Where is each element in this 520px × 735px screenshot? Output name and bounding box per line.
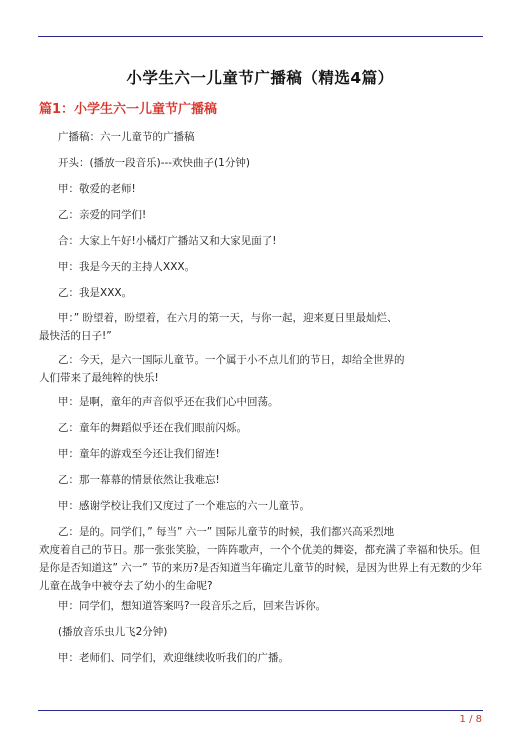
paragraph-line: 是你是否知道这” 六一” 节的来历?是否知道当年确定儿童节的时候，是因为世界上有无数的少年 (39, 562, 483, 574)
footer-rule (38, 710, 483, 711)
paragraph-line: 甲：同学们，想知道答案吗?一段音乐之后，回来告诉你。 (58, 600, 327, 612)
paragraph (39, 419, 484, 437)
paragraph-line: 乙：那一幕幕的情景依然让我难忘! (58, 474, 220, 486)
paragraph-line: 欢度着自己的节日。那一张张笑脸，一阵阵歌声，一个个优美的舞姿，都充满了幸福和快乐。但 (39, 544, 480, 556)
paragraph (39, 497, 484, 515)
paragraph (39, 154, 484, 172)
header-rule (38, 36, 483, 37)
paragraph (39, 284, 484, 302)
paragraph-line: 最快活的日子!” (39, 330, 112, 342)
paragraph-line: 甲：” 盼望着，盼望着，在六月的第一天，与你一起，迎来夏日里最灿烂、 (58, 312, 398, 324)
paragraph-line: (播放音乐虫儿飞2分钟) (58, 626, 168, 638)
paragraph (39, 180, 484, 198)
paragraph-line: 人们带来了最纯粹的快乐! (39, 372, 159, 384)
paragraph-line: 甲：童年的游戏至今还让我们留连! (58, 448, 220, 460)
paragraph-line: 广播稿：六一儿童节的广播稿 (58, 131, 195, 143)
document-title: 小学生六一儿童节广播稿（精选4篇） (126, 69, 394, 87)
paragraph (39, 649, 484, 667)
paragraph-line: 乙：我是XXX。 (58, 287, 133, 299)
paragraph-line: 甲：感谢学校让我们又度过了一个难忘的六一儿童节。 (58, 500, 310, 512)
paragraph-line: 甲：敬爱的老师! (58, 183, 136, 195)
paragraph-line: 甲：老师们、同学们，欢迎继续收听我们的广播。 (58, 652, 289, 664)
paragraph-line: 合：大家上午好!小橘灯广播站又和大家见面了! (58, 235, 277, 247)
paragraph (39, 232, 484, 250)
paragraph (39, 309, 484, 345)
paragraph (39, 206, 484, 224)
paragraph-line: 甲：是啊，童年的声音似乎还在我们心中回荡。 (58, 396, 279, 408)
paragraph-line: 开头：(播放一段音乐)---欢快曲子(1分钟) (58, 157, 250, 169)
page-indicator: 1 / 8 (459, 714, 482, 725)
paragraph-line: 乙：今天，是六一国际儿童节。一个属于小不点儿们的节日，却给全世界的 (58, 354, 405, 366)
paragraph-line: 乙：童年的舞蹈似乎还在我们眼前闪烁。 (58, 422, 247, 434)
paragraph (39, 597, 484, 615)
paragraph (39, 523, 484, 595)
paragraph (39, 471, 484, 489)
paragraph (39, 128, 484, 146)
paragraph (39, 393, 484, 411)
section-heading: 篇1：小学生六一儿童节广播稿 (39, 102, 218, 117)
paragraph-line: 甲：我是今天的主持人XXX。 (58, 261, 196, 273)
paragraph-line: 乙：亲爱的同学们! (58, 209, 147, 221)
paragraph (39, 258, 484, 276)
paragraph (39, 623, 484, 641)
paragraph (39, 351, 484, 387)
paragraph (39, 445, 484, 463)
paragraph-line: 儿童在战争中被夺去了幼小的生命呢? (39, 580, 213, 592)
paragraph-line: 乙：是的。同学们，” 每当” 六一” 国际儿童节的时候，我们都兴高采烈地 (58, 526, 395, 538)
